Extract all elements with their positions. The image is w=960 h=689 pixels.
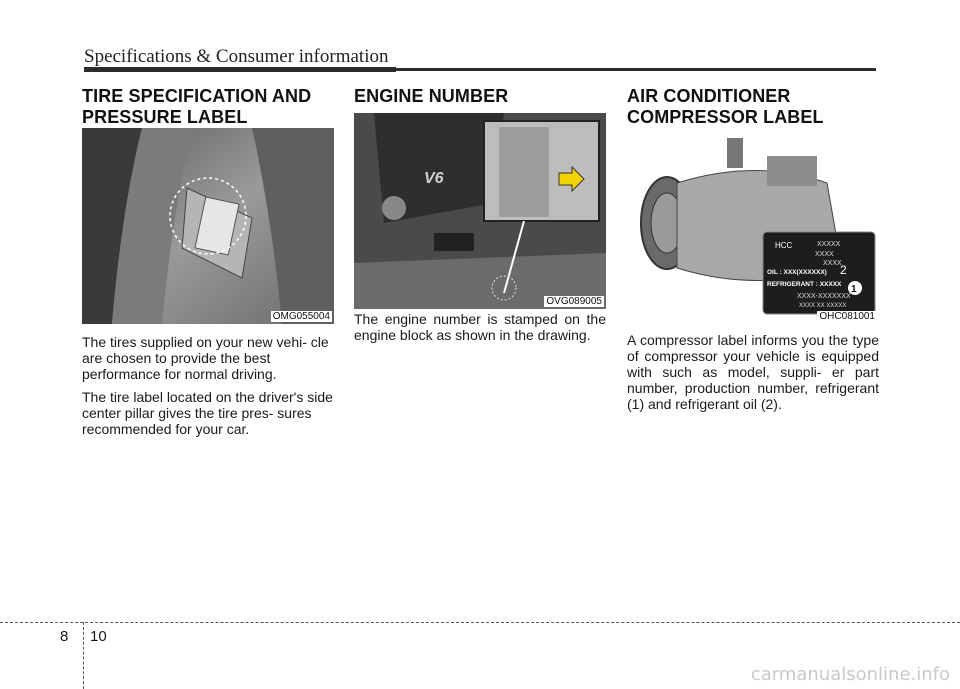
svg-text:XXXX: XXXX: [823, 260, 842, 267]
svg-text:REFRIGERANT : XXXXX: REFRIGERANT : XXXXX: [767, 281, 842, 288]
body-paragraph: The tire label located on the driver's side center pillar gives the tire pres- sures recommended for your car.: [82, 389, 333, 437]
svg-text:XXXX: XXXX: [815, 251, 834, 258]
section-heading: AIR CONDITIONER COMPRESSOR LABEL: [627, 86, 824, 127]
svg-text:XXXX-XXXXXXX: XXXX-XXXXXXX: [797, 293, 851, 300]
body-paragraph: The engine number is stamped on the engine block as shown in the drawing.: [354, 311, 606, 343]
footer-divider: [83, 622, 84, 689]
body-paragraph: A compressor label informs you the type of compressor your vehicle is equipped with such as model, suppli- er part number, production number, refrigerant (1) and refrigerant oil (2).: [627, 332, 879, 412]
ac-compressor-section: [627, 86, 879, 412]
page-header-title: Specifications & Consumer information: [84, 46, 389, 67]
section-heading: TIRE SPECIFICATION AND PRESSURE LABEL: [82, 86, 312, 127]
compressor-illustration: [627, 128, 879, 324]
callout-1: 1: [851, 284, 857, 295]
header-rule-accent: [84, 67, 396, 72]
v6-emblem: V6: [424, 170, 444, 187]
compressor-figure: [627, 128, 879, 324]
section-heading: ENGINE NUMBER: [354, 86, 509, 106]
svg-text:XXXX XX XXXXX: XXXX XX XXXXX: [799, 303, 847, 309]
engine-number-section: [354, 86, 606, 343]
footer-rule: [0, 622, 960, 623]
section-number: 8: [60, 628, 69, 645]
figure-code: OVG089005: [546, 296, 602, 307]
watermark: carmanualsonline.info: [750, 664, 950, 685]
engine-figure: [354, 113, 606, 309]
body-paragraph: The tires supplied on your new vehi- cle are chosen to provide the best performance for normal driving.: [82, 334, 329, 382]
tire-label-section: [82, 86, 334, 437]
page-number: 10: [90, 628, 107, 645]
hcc-logo: HCC: [775, 241, 793, 250]
figure-code: OMG055004: [272, 311, 330, 322]
door-pillar-illustration: [82, 128, 334, 324]
engine-illustration: [354, 113, 606, 309]
svg-text:XXXXX: XXXXX: [817, 241, 841, 248]
callout-2: 2: [840, 263, 847, 277]
tire-label-figure: [82, 128, 334, 324]
figure-code: OHC081001: [819, 311, 875, 322]
svg-text:OIL : XXX(XXXXXX): OIL : XXX(XXXXXX): [767, 269, 827, 276]
